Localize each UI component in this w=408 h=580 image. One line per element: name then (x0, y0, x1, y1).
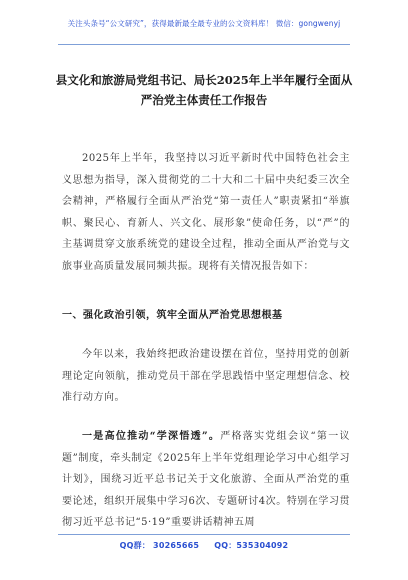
paragraph-point-one (62, 426, 350, 534)
footer-contact (0, 540, 408, 551)
header-banner: 关注头条号“公文研究”，获得最新最全最专业的公文资料库！ 微信：gongwenyj (67, 19, 341, 28)
footer-divider (58, 534, 350, 535)
footer-qq-number: QQ：535304092 (214, 541, 289, 550)
document-title-line1: 县文化和旅游局党组书记、局长2025年上半年履行全面从 (55, 73, 353, 87)
point-one-lead: 一是高位推动“学深悟透”。 (82, 431, 221, 442)
paragraph-intro: 2025年上半年，我坚持以习近平新时代中国特色社会主义思想为指导，深入贯彻党的二十大和二十届中央纪委三次全会精神，严格履行全面从严治党“第一责任人”职责紧扣“举旗帜、聚民心、育新人、兴文化、展形象”使命任务，以“严”的主基调贯穿文旅系统党的建设全过程，推动全面从严治党与文旅事业高质量发展同频共振。现将有关情况报告如下： (62, 153, 350, 272)
header-divider (58, 44, 350, 45)
point-one-body: 严格落实党组会议“第一议题”制度，牵头制定《2025年上半年党组理论学习中心组学习计划》，围绕习近平总书记关于文化旅游、全面从严治党的重要论述，组织开展集中学习6次、专题研讨4次。特别在学习贯彻习近平总书记“5·19”重要讲话精神五周 (62, 431, 350, 528)
footer-qq-group: QQ群： 30265665 (119, 541, 200, 550)
paragraph-section1-intro: 今年以来，我始终把政治建设摆在首位，坚持用党的创新理论定向领航，推动党员干部在学思践悟中坚定理想信念、校准行动方向。 (62, 349, 350, 403)
document-title-line2: 严治党主体责任工作报告 (140, 93, 268, 107)
section-heading-1: 一、强化政治引领，筑牢全面从严治党思想根基 (62, 310, 283, 321)
